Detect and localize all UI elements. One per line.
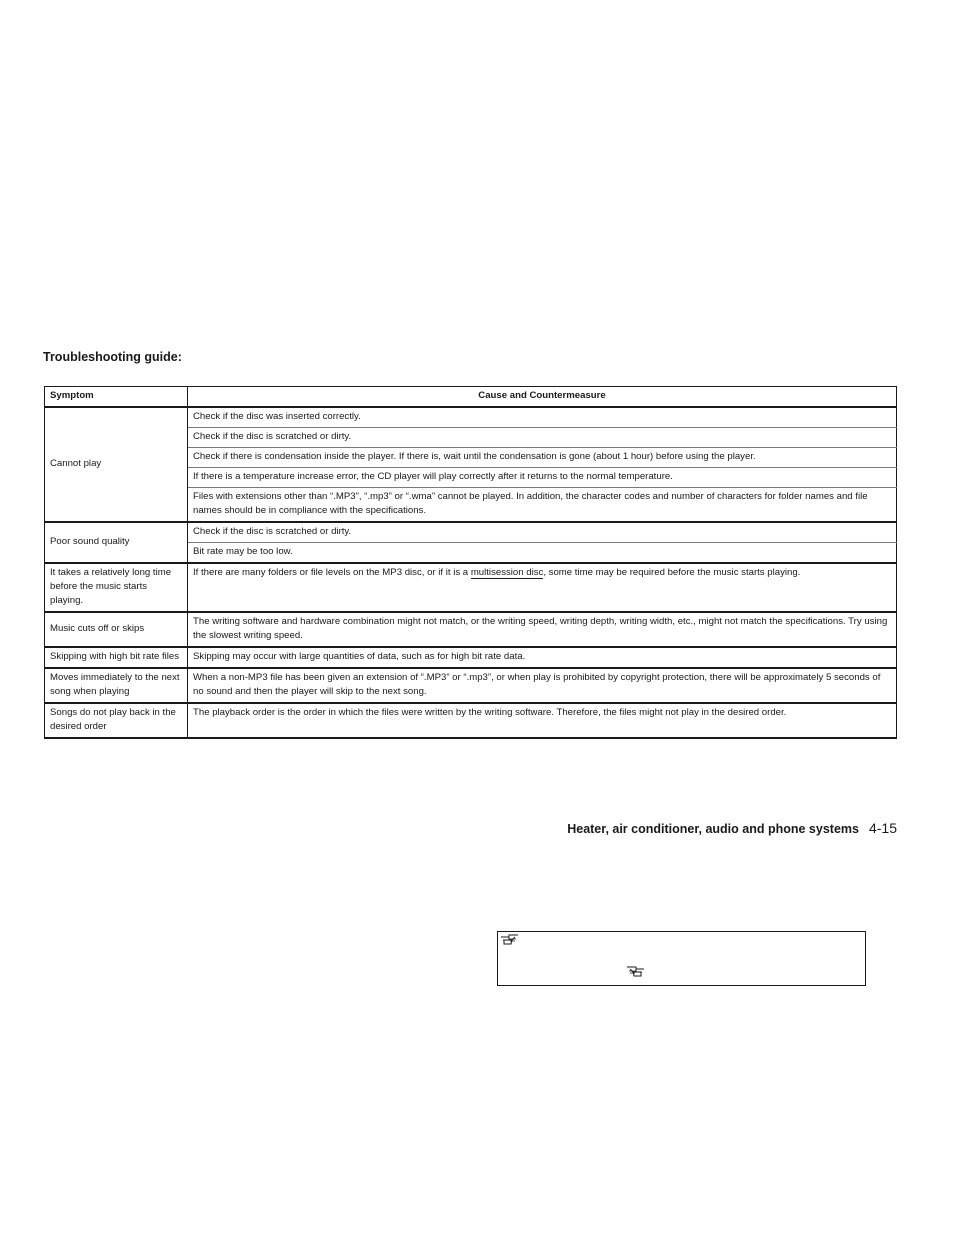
- table-row: [45, 407, 897, 428]
- symptom-cell: Songs do not play back in the desired order: [45, 703, 188, 738]
- multisession-disc-link[interactable]: multisession disc: [470, 567, 544, 578]
- symptom-group-long-start: [45, 563, 897, 612]
- symptom-group-moves-next: [45, 668, 897, 703]
- table-row: [45, 612, 897, 647]
- symptom-cell: Poor sound quality: [45, 522, 188, 563]
- symptom-cell: Moves immediately to the next song when playing: [45, 668, 188, 703]
- table-row: [45, 703, 897, 738]
- cause-cell: The writing software and hardware combination might not match, or the writing speed, writing depth, writing width, etc., might not match the specifications. Try using the slowest writing speed.: [188, 612, 897, 647]
- section-title: Troubleshooting guide:: [43, 350, 182, 364]
- cause-cell: Files with extensions other than “.MP3”, “.mp3” or “.wma” cannot be played. In addition, the character codes and number of characters for folder names and file names should be in compliance with the specifications.: [188, 488, 897, 523]
- symptom-group-skipping: [45, 647, 897, 668]
- cause-text-after: , some time may be required before the music starts playing.: [543, 567, 801, 578]
- symptom-column-header: Symptom: [45, 387, 188, 408]
- symptom-cell: Cannot play: [45, 407, 188, 522]
- symptom-cell: It takes a relatively long time before the music starts playing.: [45, 563, 188, 612]
- cause-text-before: If there are many folders or file levels on the MP3 disc, or if it is a: [193, 567, 471, 578]
- table-header-row: [45, 387, 897, 408]
- reference-box: [497, 931, 866, 986]
- table-row: [45, 647, 897, 668]
- table-row: [45, 563, 897, 612]
- symptom-group-poor-sound: [45, 522, 897, 563]
- page-number: 4-15: [868, 820, 897, 836]
- cause-cell: Check if the disc is scratched or dirty.: [188, 522, 897, 543]
- symptom-group-cuts-off: [45, 612, 897, 647]
- cause-cell: Check if there is condensation inside the player. If there is, wait until the condensation is gone (about 1 hour) before using the player.: [188, 448, 897, 468]
- cause-cell: [188, 563, 897, 612]
- symptom-group-order: [45, 703, 897, 738]
- cause-cell: Check if the disc is scratched or dirty.: [188, 428, 897, 448]
- pointing-hand-left-icon: [625, 965, 645, 983]
- symptom-cell: Music cuts off or skips: [45, 612, 188, 647]
- table-row: [45, 668, 897, 703]
- cause-cell: Skipping may occur with large quantities of data, such as for high bit rate data.: [188, 647, 897, 668]
- cause-cell: The playback order is the order in which the files were written by the writing software. Therefore, the files might not play in the desired order.: [188, 703, 897, 738]
- cause-cell: Bit rate may be too low.: [188, 543, 897, 564]
- symptom-group-cannot-play: [45, 407, 897, 522]
- symptom-cell: Skipping with high bit rate files: [45, 647, 188, 668]
- cause-cell: When a non-MP3 file has been given an extension of “.MP3” or “.mp3”, or when play is prohibited by copyright protection, there will be approximately 5 seconds of no sound and then the player will skip to the next song.: [188, 668, 897, 703]
- pointing-hand-right-icon: [500, 933, 520, 951]
- troubleshooting-table: [44, 386, 897, 739]
- table-row: [45, 522, 897, 543]
- cause-column-header: Cause and Countermeasure: [188, 387, 897, 408]
- cause-cell: If there is a temperature increase error, the CD player will play correctly after it returns to the normal temperature.: [188, 468, 897, 488]
- cause-cell: Check if the disc was inserted correctly.: [188, 407, 897, 428]
- footer-section-name: Heater, air conditioner, audio and phone systems: [567, 822, 859, 836]
- page-footer: [567, 820, 897, 836]
